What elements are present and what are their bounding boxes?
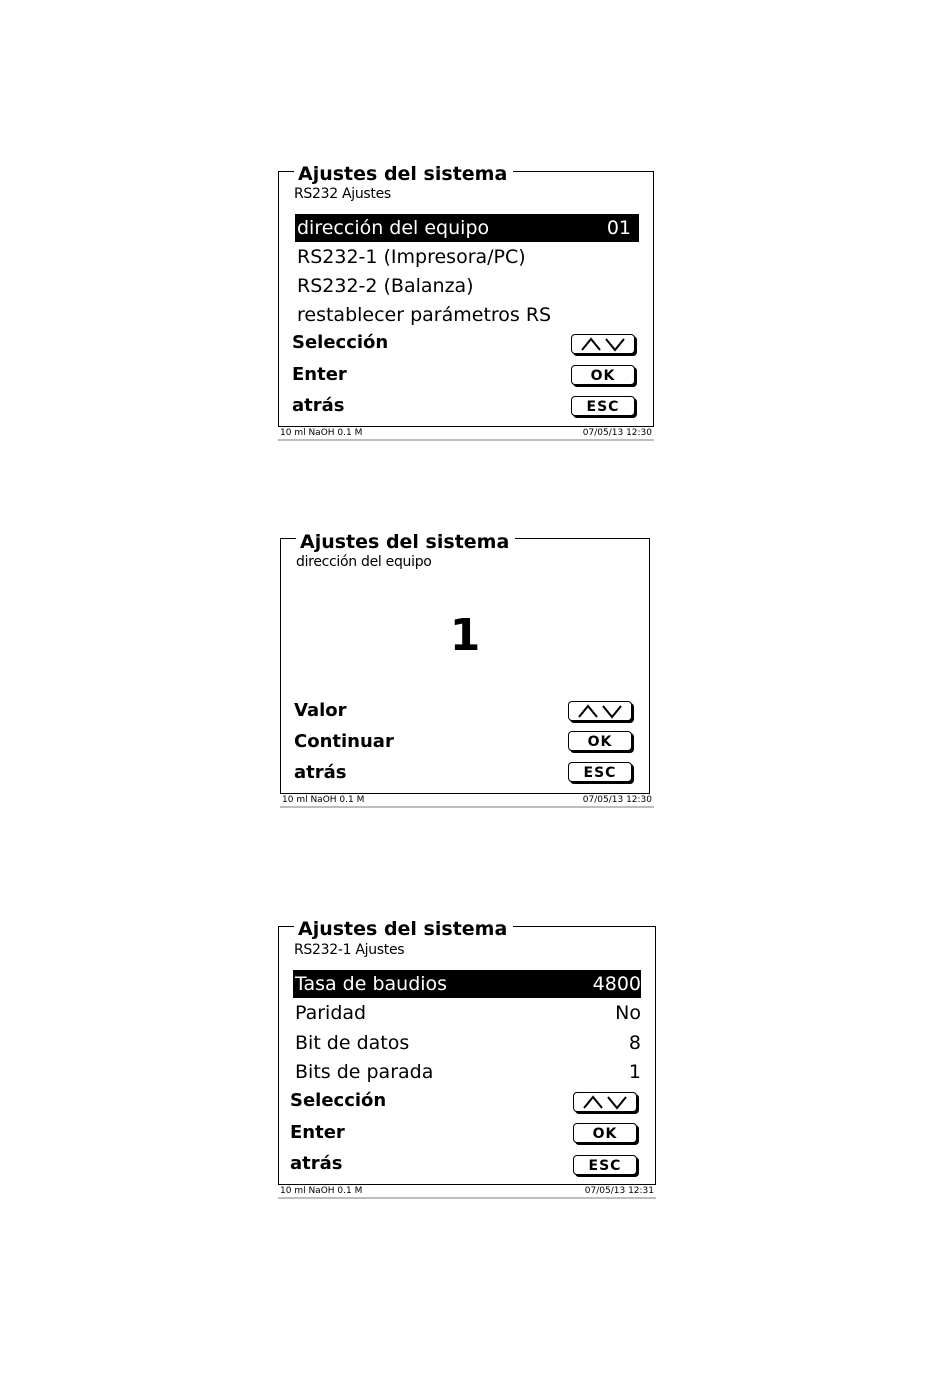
menu-item-label: restablecer parámetros RS xyxy=(297,304,552,326)
key-label-selection: Selección xyxy=(292,332,389,353)
menu-item-baud-rate[interactable] xyxy=(293,970,641,998)
menu-item-parity[interactable] xyxy=(293,999,641,1027)
menu-item-value: 8 xyxy=(628,1032,641,1054)
menu-item-value: 1 xyxy=(628,1061,641,1083)
status-datetime: 07/05/13 12:30 xyxy=(582,795,652,805)
status-reagent: 10 ml NaOH 0.1 M xyxy=(280,428,363,438)
screen-subtitle: RS232-1 Ajustes xyxy=(294,942,405,958)
menu-item-label: Bits de parada xyxy=(295,1061,434,1083)
screen-rs232-settings xyxy=(278,162,654,444)
esc-button[interactable]: ESC xyxy=(568,762,632,782)
esc-button[interactable]: ESC xyxy=(571,396,635,416)
status-reagent: 10 ml NaOH 0.1 M xyxy=(282,795,365,805)
menu-item-rs232-2[interactable] xyxy=(295,272,639,300)
screen-rs232-1-settings xyxy=(278,918,656,1202)
menu-item-label: dirección del equipo xyxy=(297,217,490,239)
up-down-arrows-icon xyxy=(582,1094,628,1110)
key-label-continue: Continuar xyxy=(294,731,394,752)
menu-item-label: RS232-1 (Impresora/PC) xyxy=(297,246,526,268)
screen-frame xyxy=(280,538,650,794)
screen-title: Ajustes del sistema xyxy=(296,532,515,552)
ok-button[interactable]: OK xyxy=(568,731,632,751)
key-label-back: atrás xyxy=(294,762,347,783)
arrows-up-down-button[interactable] xyxy=(573,1092,637,1112)
value-display: 1 xyxy=(449,610,481,661)
menu-item-label: Bit de datos xyxy=(295,1032,410,1054)
menu-item-label: Tasa de baudios xyxy=(295,973,448,995)
status-bar xyxy=(280,794,654,808)
menu-item-data-bits[interactable] xyxy=(293,1029,641,1057)
ok-button[interactable]: OK xyxy=(573,1123,637,1143)
screen-title: Ajustes del sistema xyxy=(294,164,513,184)
up-down-arrows-icon xyxy=(577,703,623,719)
up-down-arrows-icon xyxy=(580,336,626,352)
key-label-value: Valor xyxy=(294,700,347,721)
key-label-enter: Enter xyxy=(292,364,347,385)
status-bar xyxy=(278,427,654,441)
menu-item-label: RS232-2 (Balanza) xyxy=(297,275,474,297)
status-datetime: 07/05/13 12:30 xyxy=(582,428,652,438)
arrows-up-down-button[interactable] xyxy=(571,334,635,354)
menu-item-stop-bits[interactable] xyxy=(293,1058,641,1086)
ok-button[interactable]: OK xyxy=(571,365,635,385)
key-label-selection: Selección xyxy=(290,1090,387,1111)
screen-subtitle: dirección del equipo xyxy=(296,554,432,570)
menu-item-reset-rs[interactable] xyxy=(295,301,639,329)
menu-item-value: 4800 xyxy=(592,973,641,995)
menu-item-rs232-1[interactable] xyxy=(295,243,639,271)
arrows-up-down-button[interactable] xyxy=(568,701,632,721)
screen-device-address xyxy=(280,530,654,812)
menu-item-value: No xyxy=(615,1002,641,1024)
esc-button[interactable]: ESC xyxy=(573,1155,637,1175)
menu-item-label: Paridad xyxy=(295,1002,367,1024)
menu-item-value: 01 xyxy=(606,217,631,239)
key-label-back: atrás xyxy=(292,395,345,416)
key-label-back: atrás xyxy=(290,1153,343,1174)
status-datetime: 07/05/13 12:31 xyxy=(584,1186,654,1196)
screen-subtitle: RS232 Ajustes xyxy=(294,186,391,202)
status-bar xyxy=(278,1185,656,1199)
key-label-enter: Enter xyxy=(290,1122,345,1143)
status-reagent: 10 ml NaOH 0.1 M xyxy=(280,1186,363,1196)
menu-item-device-address[interactable] xyxy=(295,214,639,242)
screen-title: Ajustes del sistema xyxy=(294,919,513,939)
